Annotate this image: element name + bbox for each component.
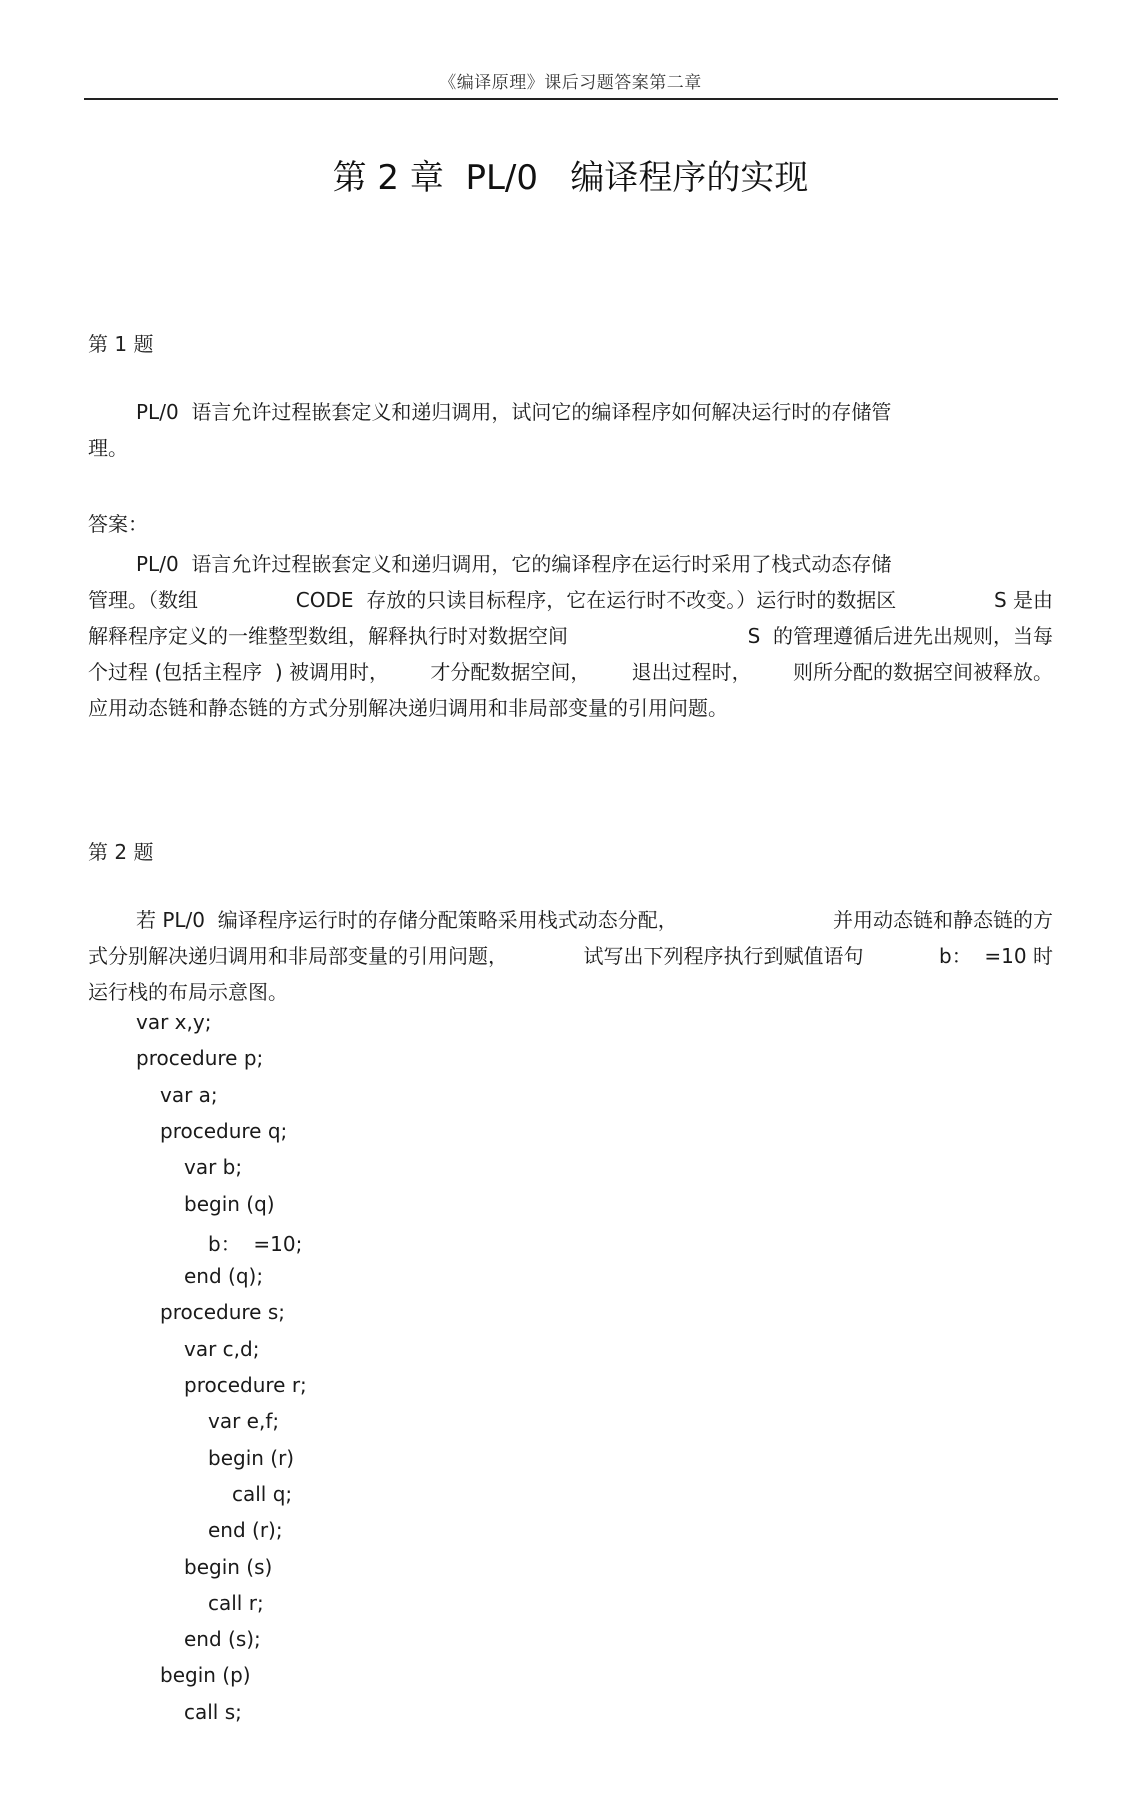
- q1-answer-segment: 则所分配的数据空间被释放。: [792, 660, 1053, 684]
- running-header: 《编译原理》课后习题答案第二章: [439, 73, 702, 93]
- q1-answer-line: 应用动态链和静态链的方式分别解决递归调用和非局部变量的引用问题。: [88, 696, 728, 720]
- q1-answer-segment: S 是由: [993, 588, 1053, 612]
- code-line: var a;: [160, 1083, 218, 1107]
- code-line: b： =10;: [208, 1232, 303, 1256]
- q1-answer-segment: 管理。（数组: [88, 588, 198, 612]
- q2-question: [88, 902, 1053, 1010]
- code-line: procedure q;: [160, 1119, 288, 1143]
- q1-heading: 第 1 题: [88, 332, 154, 356]
- q1-answer-segment: 才分配数据空间，: [430, 660, 591, 684]
- code-line: end (s);: [184, 1627, 261, 1651]
- code-line: begin (p): [160, 1663, 251, 1687]
- code-line: var c,d;: [184, 1337, 260, 1361]
- q1-answer-line: [88, 654, 1053, 690]
- q2-heading: 第 2 题: [88, 840, 154, 864]
- header-rule: [84, 98, 1058, 100]
- code-line: procedure p;: [136, 1046, 264, 1070]
- code-line: end (q);: [184, 1264, 264, 1288]
- q2-question-segment: 试写出下列程序执行到赋值语句: [583, 944, 864, 968]
- code-line: begin (r): [208, 1446, 295, 1470]
- code-line: call r;: [208, 1591, 264, 1615]
- q1-answer-segment: 个过程 (包括主程序 ) 被调用时，: [88, 660, 390, 684]
- code-line: begin (q): [184, 1192, 275, 1216]
- q2-question-line: [88, 938, 1053, 974]
- q2-question-line: 运行栈的布局示意图。: [88, 980, 288, 1004]
- q2-question-line: [88, 902, 1053, 938]
- code-line: call q;: [232, 1482, 293, 1506]
- q1-answer: [88, 546, 1053, 726]
- q1-answer-line: [88, 618, 1053, 654]
- code-line: var x,y;: [136, 1010, 212, 1034]
- q1-answer-segment: 解释程序定义的一维整型数组，解释执行时对数据空间: [88, 624, 568, 648]
- code-line: call s;: [184, 1700, 242, 1724]
- code-line: procedure s;: [160, 1300, 285, 1324]
- q1-answer-segment: 退出过程时，: [631, 660, 752, 684]
- code-line: var e,f;: [208, 1409, 280, 1433]
- q2-question-segment: 若 PL/0 编译程序运行时的存储分配策略采用栈式动态分配，: [136, 908, 678, 932]
- q1-answer-line: PL/0 语言允许过程嵌套定义和递归调用，它的编译程序在运行时采用了栈式动态存储: [136, 552, 892, 576]
- code-line: procedure r;: [184, 1373, 307, 1397]
- code-line: end (r);: [208, 1518, 283, 1542]
- q1-answer-label: 答案：: [88, 512, 148, 536]
- q2-question-segment: 并用动态链和静态链的方: [833, 908, 1053, 932]
- q2-question-segment: 式分别解决递归调用和非局部变量的引用问题，: [88, 944, 508, 968]
- code-line: var b;: [184, 1155, 243, 1179]
- q1-question: [88, 394, 1053, 466]
- q2-question-segment: b： =10 时: [939, 944, 1053, 968]
- code-line: begin (s): [184, 1555, 273, 1579]
- q1-answer-segment: CODE 存放的只读目标程序，它在运行时不改变。）运行时的数据区: [295, 588, 897, 612]
- chapter-title: 第 2 章 PL/0 编译程序的实现: [332, 158, 809, 198]
- q1-question-line: PL/0 语言允许过程嵌套定义和递归调用，试问它的编译程序如何解决运行时的存储管: [136, 400, 892, 424]
- q1-question-line: 理。: [88, 436, 128, 460]
- q1-answer-segment: S 的管理遵循后进先出规则，当每: [747, 624, 1053, 648]
- q1-answer-line: [88, 582, 1053, 618]
